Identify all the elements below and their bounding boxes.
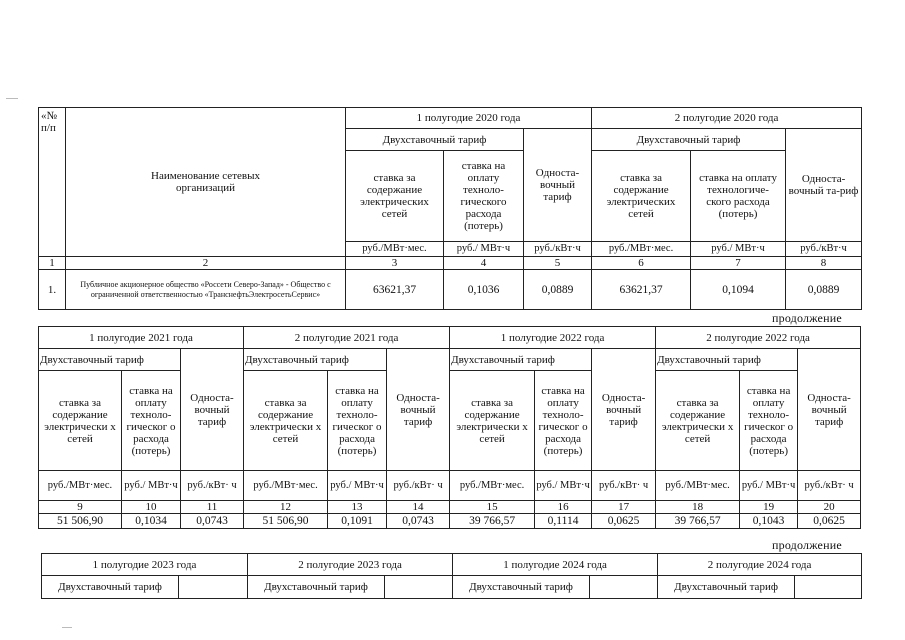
loss-rate-header: ставка на оплату техноло-гическог о расхода (потерь) <box>535 371 592 471</box>
tariff-value: 0,0625 <box>592 514 656 529</box>
tariff-value: 0,1043 <box>740 514 798 529</box>
one-part-header: Односта-вочный тариф <box>592 349 656 471</box>
tariff-value: 63621,37 <box>592 270 691 310</box>
tariff-table-2023-2024 <box>41 553 862 599</box>
one-part-header: Односта-вочный тариф <box>387 349 450 471</box>
unit-label: руб./кВт·ч <box>786 242 862 257</box>
col-name-header: Наименование сетевых организаций <box>66 108 346 257</box>
unit-label: руб./кВт· ч <box>798 471 861 501</box>
one-part-header: Односта-вочный тариф <box>524 129 592 242</box>
unit-label: руб./МВт·мес. <box>450 471 535 501</box>
row-number: 1. <box>39 270 66 310</box>
column-number: 13 <box>328 501 387 514</box>
tariff-value: 0,0743 <box>387 514 450 529</box>
empty-cell <box>795 576 862 599</box>
tariff-table-2021-2022 <box>38 326 861 529</box>
column-number: 7 <box>691 257 786 270</box>
unit-label: руб./кВт· ч <box>387 471 450 501</box>
column-number: 9 <box>39 501 122 514</box>
two-part-header: Двухставочный тариф <box>450 349 592 371</box>
column-number: 4 <box>444 257 524 270</box>
maintenance-rate-header: ставка за содержание электрических сетей <box>592 151 691 242</box>
two-part-header: Двухставочный тариф <box>42 576 179 599</box>
unit-label: руб./МВт·мес. <box>592 242 691 257</box>
loss-rate-header: ставка на оплату техноло-гическог о расхода (потерь) <box>328 371 387 471</box>
unit-label: руб./ МВт·ч <box>328 471 387 501</box>
continuation-label: продолжение <box>772 538 842 552</box>
two-part-header: Двухставочный тариф <box>248 576 385 599</box>
scan-mark <box>6 98 18 99</box>
empty-cell <box>385 576 453 599</box>
unit-label: руб./кВт· ч <box>181 471 244 501</box>
unit-label: руб./МВт·мес. <box>39 471 122 501</box>
one-part-header: Односта-вочный та-риф <box>786 129 862 242</box>
tariff-value: 0,1091 <box>328 514 387 529</box>
table-row <box>39 270 862 310</box>
tariff-value: 51 506,90 <box>39 514 122 529</box>
maintenance-rate-header: ставка за содержание электрически х сетей <box>656 371 740 471</box>
period-header: 1 полугодие 2022 года <box>450 327 656 349</box>
unit-label: руб./ МВт·ч <box>691 242 786 257</box>
column-number: 12 <box>244 501 328 514</box>
unit-label: руб./ МВт·ч <box>122 471 181 501</box>
maintenance-rate-header: ставка за содержание электрически х сетей <box>244 371 328 471</box>
column-number: 8 <box>786 257 862 270</box>
empty-cell <box>179 576 248 599</box>
empty-cell <box>590 576 658 599</box>
two-part-header: Двухставочный тариф <box>592 129 786 151</box>
period-header: 2 полугодие 2024 года <box>658 554 862 576</box>
one-part-header: Односта-вочный тариф <box>181 349 244 471</box>
tariff-value: 0,1034 <box>122 514 181 529</box>
two-part-header: Двухставочный тариф <box>39 349 181 371</box>
tariff-table-2020 <box>38 107 862 310</box>
two-part-header: Двухставочный тариф <box>453 576 590 599</box>
maintenance-rate-header: ставка за содержание электрически х сетей <box>39 371 122 471</box>
two-part-header: Двухставочный тариф <box>346 129 524 151</box>
tariff-value: 0,1114 <box>535 514 592 529</box>
period-header: 2 полугодие 2021 года <box>244 327 450 349</box>
column-number: 15 <box>450 501 535 514</box>
unit-label: руб./ МВт·ч <box>535 471 592 501</box>
unit-label: руб./ МВт·ч <box>740 471 798 501</box>
period-header: 1 полугодие 2024 года <box>453 554 658 576</box>
tariff-value: 0,0743 <box>181 514 244 529</box>
loss-rate-header: ставка на оплату техноло-гического расхода (потерь) <box>444 151 524 242</box>
organization-name: Публичное акционерное общество «Россети Северо-Запад» - Общество с ограниченной ответственностью «ТранснефтьЭлектросетьСервис» <box>66 270 346 310</box>
unit-label: руб./кВт· ч <box>592 471 656 501</box>
column-number: 19 <box>740 501 798 514</box>
tariff-value: 0,0625 <box>798 514 861 529</box>
unit-label: руб./МВт·мес. <box>346 242 444 257</box>
tariff-value: 39 766,57 <box>450 514 535 529</box>
column-number: 10 <box>122 501 181 514</box>
tariff-value: 0,1036 <box>444 270 524 310</box>
column-number: 2 <box>66 257 346 270</box>
tariff-value: 63621,37 <box>346 270 444 310</box>
column-number: 18 <box>656 501 740 514</box>
two-part-header: Двухставочный тариф <box>658 576 795 599</box>
period-header: 2 полугодие 2023 года <box>248 554 453 576</box>
maintenance-rate-header: ставка за содержание электрически х сетей <box>450 371 535 471</box>
tariff-value: 51 506,90 <box>244 514 328 529</box>
two-part-header: Двухставочный тариф <box>244 349 387 371</box>
column-number: 17 <box>592 501 656 514</box>
column-number: 20 <box>798 501 861 514</box>
unit-label: руб./МВт·мес. <box>656 471 740 501</box>
period-header: 2 полугодие 2022 года <box>656 327 861 349</box>
unit-label: руб./ МВт·ч <box>444 242 524 257</box>
scan-mark <box>62 627 72 628</box>
loss-rate-header: ставка на оплату техноло-гическог о расхода (потерь) <box>122 371 181 471</box>
loss-rate-header: ставка на оплату техноло-гическог о расхода (потерь) <box>740 371 798 471</box>
column-number: 5 <box>524 257 592 270</box>
period-header: 1 полугодие 2020 года <box>346 108 592 129</box>
column-number: 1 <box>39 257 66 270</box>
period-header: 2 полугодие 2020 года <box>592 108 862 129</box>
unit-label: руб./МВт·мес. <box>244 471 328 501</box>
tariff-value: 0,0889 <box>786 270 862 310</box>
unit-label: руб./кВт·ч <box>524 242 592 257</box>
one-part-header: Односта-вочный тариф <box>798 349 861 471</box>
column-number: 3 <box>346 257 444 270</box>
tariff-value: 0,0889 <box>524 270 592 310</box>
column-number: 14 <box>387 501 450 514</box>
continuation-label: продолжение <box>772 311 842 325</box>
maintenance-rate-header: ставка за содержание электрических сетей <box>346 151 444 242</box>
two-part-header: Двухставочный тариф <box>656 349 798 371</box>
column-number: 6 <box>592 257 691 270</box>
tariff-value: 39 766,57 <box>656 514 740 529</box>
period-header: 1 полугодие 2021 года <box>39 327 244 349</box>
column-number: 11 <box>181 501 244 514</box>
loss-rate-header: ставка на оплату технологиче-ского расхода (потерь) <box>691 151 786 242</box>
col-number-header: «№ п/п <box>39 108 66 257</box>
table-row <box>39 514 861 529</box>
period-header: 1 полугодие 2023 года <box>42 554 248 576</box>
tariff-value: 0,1094 <box>691 270 786 310</box>
column-number: 16 <box>535 501 592 514</box>
